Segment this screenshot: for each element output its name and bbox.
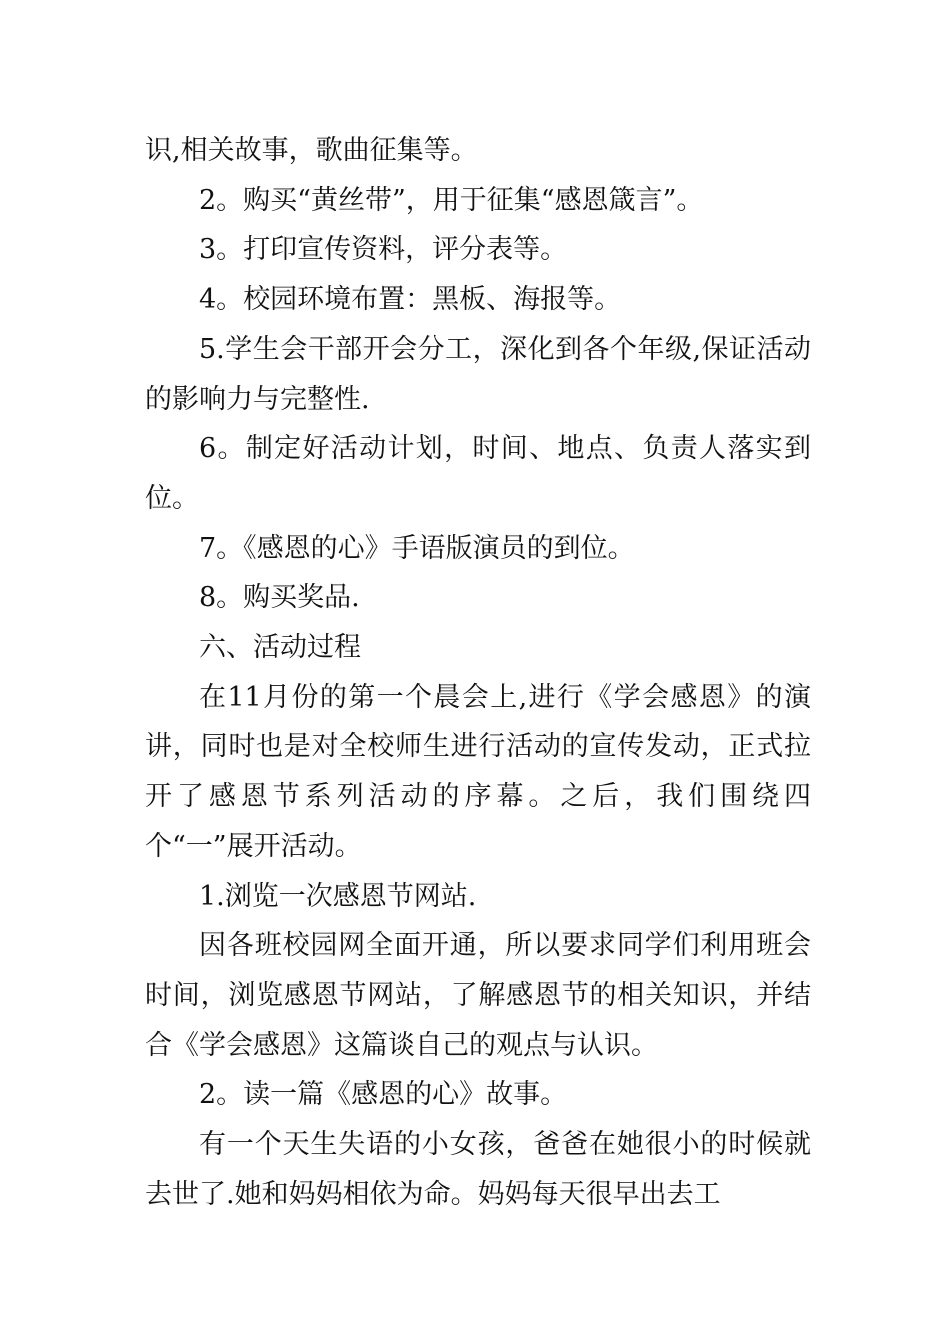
paragraph-item-5: 5.学生会干部开会分工，深化到各个年级,保证活动的影响力与完整性.: [145, 333, 811, 415]
activity-body-1: 因各班校园网全面开通，所以要求同学们利用班会时间，浏览感恩节网站，了解感恩节的相关知识，并结合《学会感恩》这篇谈自己的观点与认识。: [145, 930, 811, 1061]
paragraph-item-3: 3。打印宣传资料，评分表等。: [199, 234, 568, 266]
paragraph-item-2: 2。购买“黄丝带”，用于征集“感恩箴言”。: [199, 184, 704, 216]
paragraph-item-7: 7。《感恩的心》手语版演员的到位。: [199, 532, 635, 564]
paragraph-item-6: 6。制定好活动计划，时间、地点、负责人落实到位。: [145, 433, 811, 514]
document-body: [145, 126, 811, 1219]
paragraph-continuation: 识,相关故事，歌曲征集等。: [145, 135, 478, 166]
paragraph-intro: 在11月份的第一个晨会上,进行《学会感恩》的演讲，同时也是对全校师生进行活动的宣传发动，正式拉开了感恩节系列活动的序幕。之后，我们围绕四个“一”展开活动。: [145, 681, 811, 862]
section-heading: 六、活动过程: [199, 632, 361, 664]
paragraph-item-4: 4。校园环境布置：黑板、海报等。: [199, 284, 622, 316]
activity-body-2: 有一个天生失语的小女孩，爸爸在她很小的时候就去世了.她和妈妈相依为命。妈妈每天很早出去工: [145, 1129, 811, 1210]
activity-heading-1: 1.浏览一次感恩节网站.: [199, 880, 477, 912]
activity-heading-2: 2。读一篇《感恩的心》故事。: [199, 1079, 568, 1111]
paragraph-item-8: 8。购买奖品.: [199, 582, 360, 614]
